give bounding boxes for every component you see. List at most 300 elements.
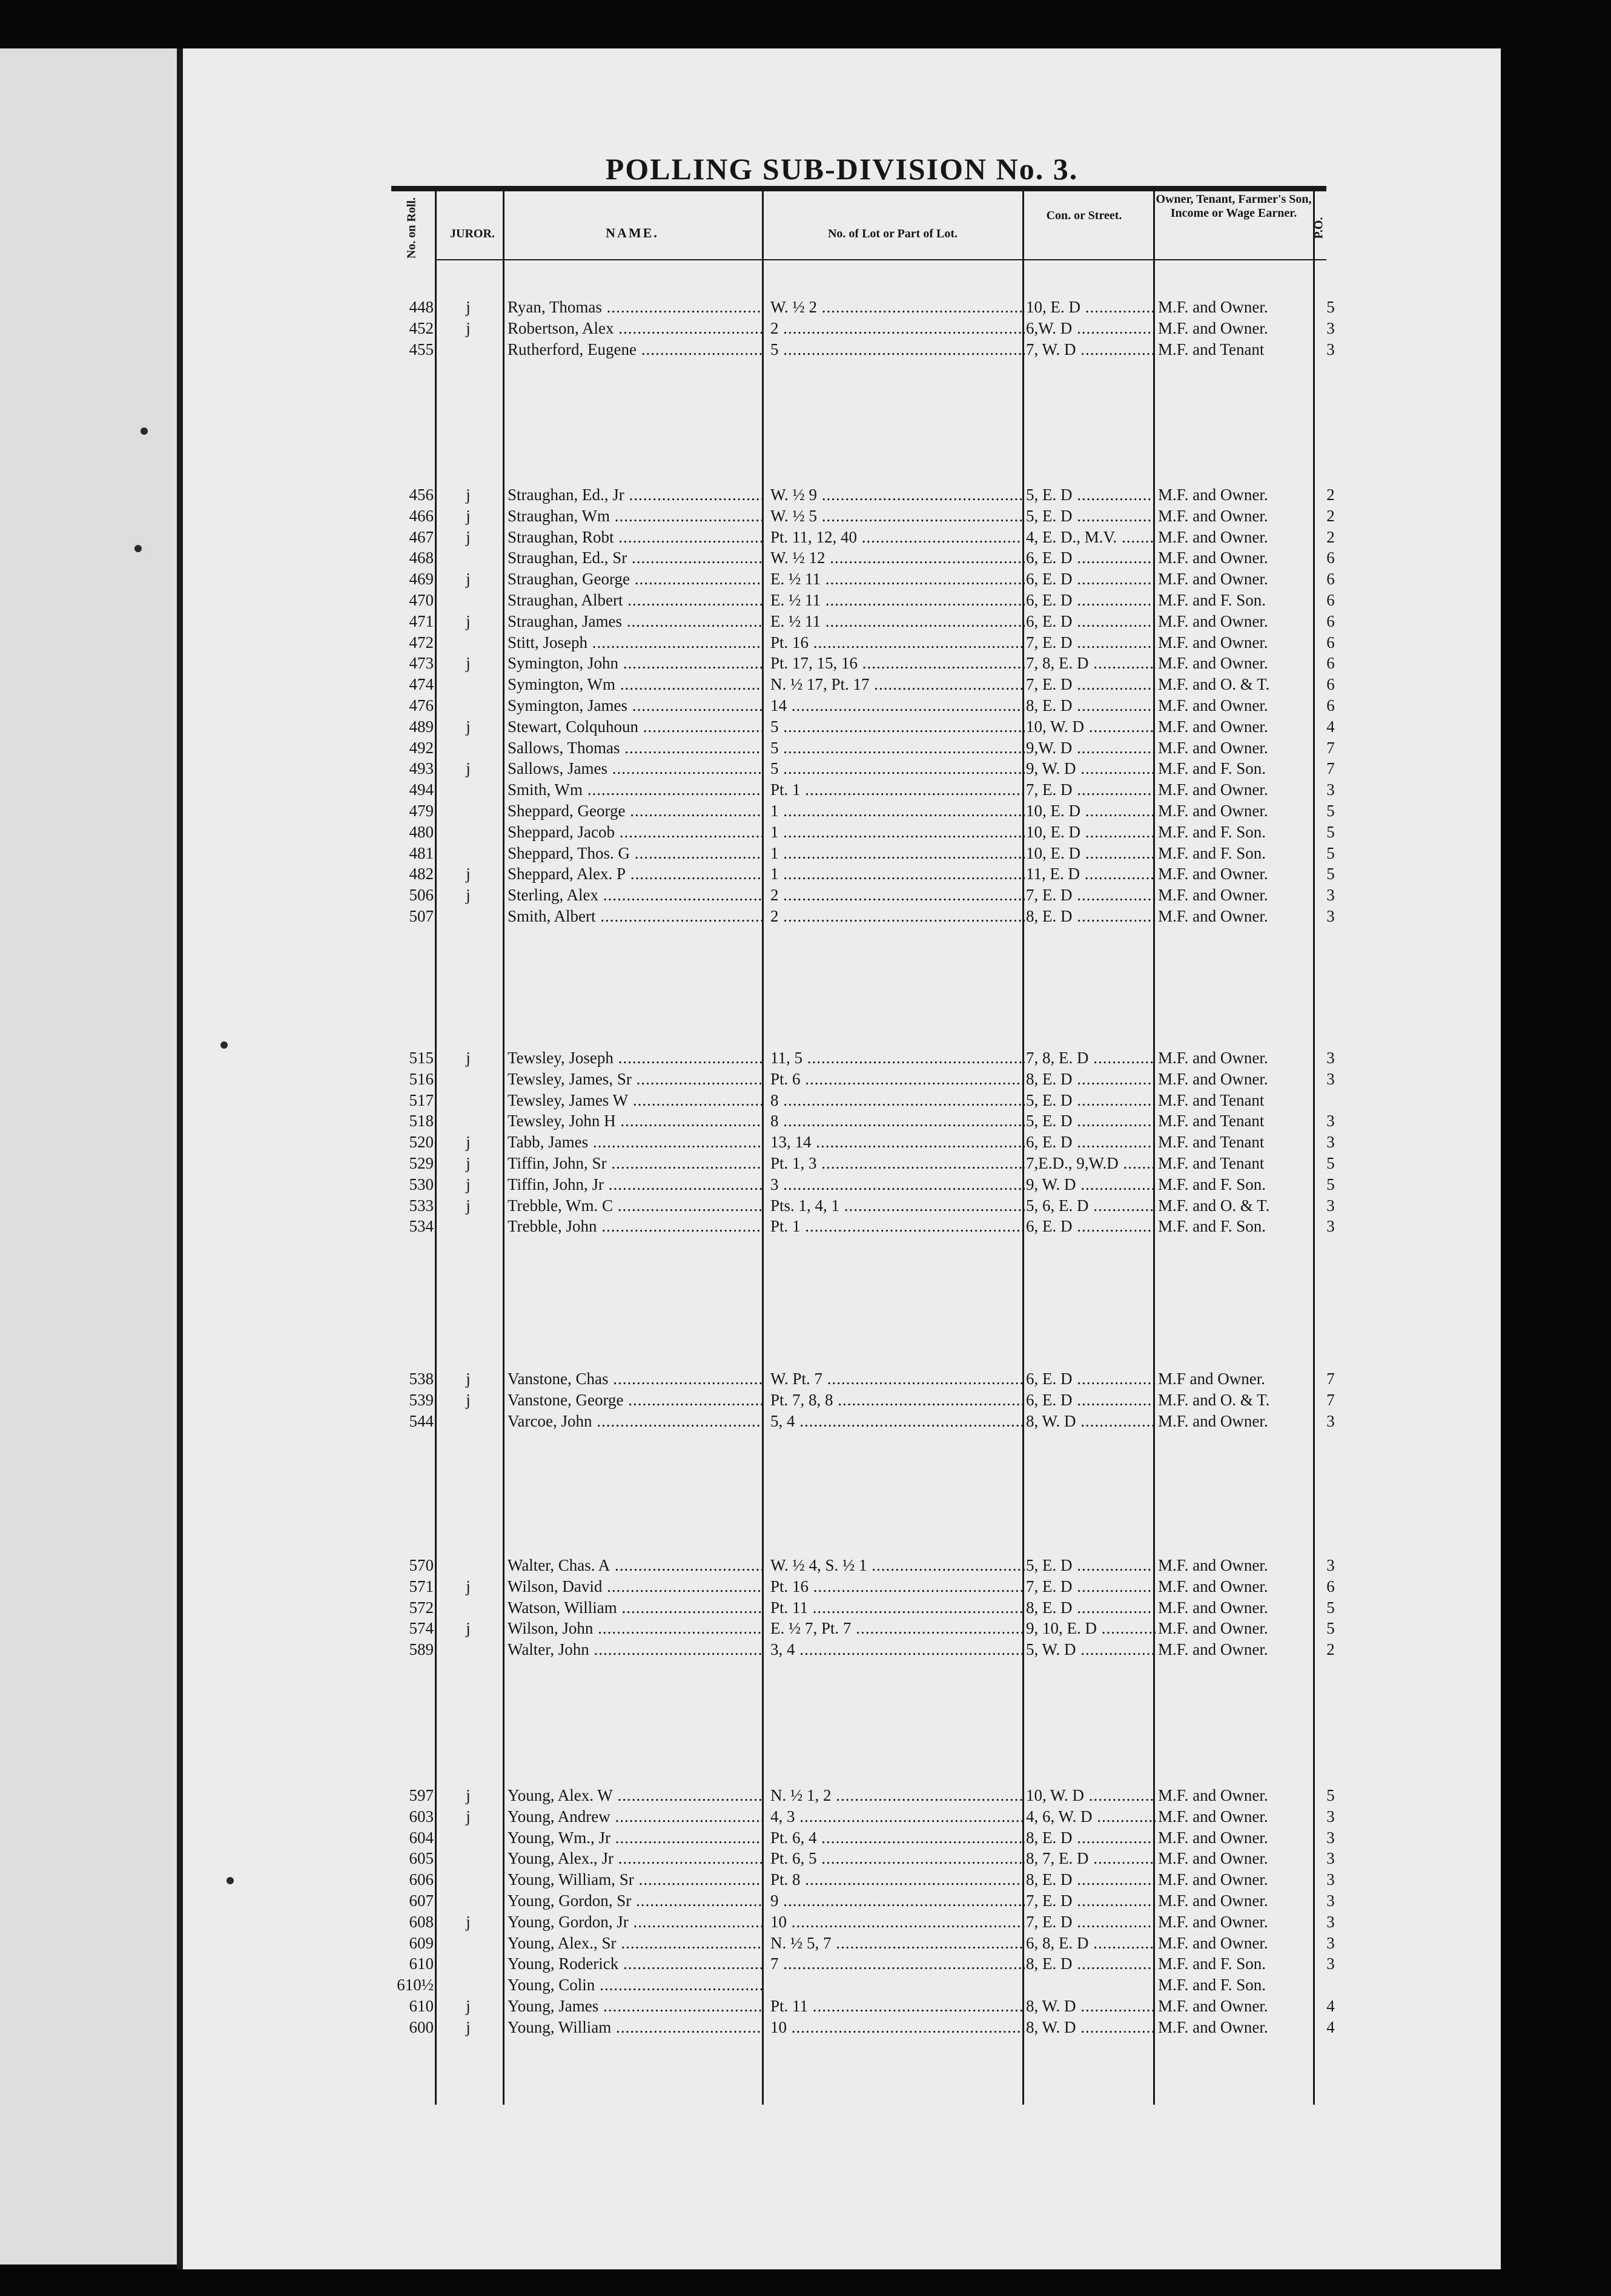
lot-number: 5, 4 .....	[770, 1411, 1025, 1432]
status: M.F. and Owner.	[1158, 1556, 1268, 1574]
table-row	[388, 822, 1357, 843]
status: M.F. and Owner.	[1158, 780, 1268, 799]
post-office: 2	[1326, 1640, 1335, 1659]
table-row	[388, 1576, 1357, 1597]
status: M.F and Owner.	[1158, 1370, 1265, 1388]
table-row	[388, 1953, 1357, 1974]
lot-number: Pt. 1 .....	[770, 1216, 1025, 1237]
post-office: 3	[1326, 1411, 1335, 1430]
table-row	[388, 1827, 1357, 1849]
lot-number: N. ½ 1, 2 .....	[770, 1785, 1025, 1806]
lot-number: Pt. 16 .....	[770, 632, 1025, 653]
juror-mark: j	[466, 1390, 471, 1409]
lot-number: 10 .....	[770, 2017, 1025, 2038]
juror-mark: j	[466, 759, 471, 778]
table-row	[388, 1390, 1357, 1411]
voter-name: Tiffin, John, Sr .....	[508, 1153, 762, 1174]
roll-number: 471	[409, 612, 434, 630]
voter-name: Straughan, Albert .....	[508, 590, 762, 611]
lot-number: 1 .....	[770, 822, 1025, 843]
status: M.F. and Owner.	[1158, 886, 1268, 905]
post-office: 3	[1326, 1196, 1335, 1215]
roll-number: 517	[409, 1090, 434, 1109]
roll-number: 480	[409, 822, 434, 841]
status: M.F. and Owner.	[1158, 1807, 1268, 1826]
status: M.F. and Owner.	[1158, 612, 1268, 630]
page-title: POLLING SUB-DIVISION No. 3.	[605, 152, 1079, 186]
table-row	[388, 1216, 1357, 1237]
juror-mark: j	[466, 298, 471, 316]
voter-name: Sterling, Alex .....	[508, 885, 762, 906]
post-office: 3	[1326, 1955, 1335, 1973]
table-row	[388, 547, 1357, 569]
post-office: 3	[1326, 1217, 1335, 1236]
status: M.F. and Owner.	[1158, 696, 1268, 714]
table-row	[388, 318, 1357, 339]
roll-number: 609	[409, 1933, 434, 1952]
table-row	[388, 885, 1357, 906]
juror-mark: j	[466, 2017, 471, 2036]
lot-number: Pt. 17, 15, 16 .....	[770, 653, 1025, 674]
concession: 6, E. D .....	[1026, 547, 1156, 569]
post-office: 6	[1326, 633, 1335, 652]
concession: 10, E. D .....	[1026, 843, 1156, 864]
roll-number: 544	[409, 1411, 434, 1430]
post-office: 6	[1326, 675, 1335, 694]
voter-name: Wilson, John .....	[508, 1618, 762, 1639]
post-office: 5	[1326, 1175, 1335, 1193]
concession: 8, E. D .....	[1026, 1069, 1156, 1090]
concession: 8, E. D .....	[1026, 1953, 1156, 1974]
roll-number: 574	[409, 1619, 434, 1638]
voter-name: Young, Roderick .....	[508, 1953, 762, 1974]
lot-number: 5 .....	[770, 737, 1025, 759]
status: M.F. and Owner.	[1158, 654, 1268, 673]
post-office: 6	[1326, 654, 1335, 673]
lot-number: 14 .....	[770, 695, 1025, 716]
lot-number: 2 .....	[770, 885, 1025, 906]
status: M.F. and Owner.	[1158, 1411, 1268, 1430]
roll-number: 518	[409, 1112, 434, 1130]
status: M.F. and F. Son.	[1158, 822, 1266, 841]
table-row	[388, 674, 1357, 695]
voter-name: Straughan, James .....	[508, 611, 762, 632]
post-office: 3	[1326, 1069, 1335, 1088]
status: M.F. and Tenant	[1158, 1090, 1265, 1109]
concession: 8, E. D .....	[1026, 906, 1156, 927]
table-row	[388, 506, 1357, 527]
roll-number: 469	[409, 570, 434, 589]
table-row	[388, 1368, 1357, 1390]
status: M.F. and Owner.	[1158, 318, 1268, 337]
juror-mark: j	[466, 865, 471, 883]
concession: 6, E. D .....	[1026, 1132, 1156, 1153]
voter-name: Trebble, Wm. C .....	[508, 1195, 762, 1216]
roll-number: 472	[409, 633, 434, 652]
roll-number: 608	[409, 1912, 434, 1931]
concession: 7, E. D .....	[1026, 632, 1156, 653]
table-row	[388, 297, 1357, 318]
concession: 6,W. D .....	[1026, 318, 1156, 339]
lot-number: 11, 5 .....	[770, 1047, 1025, 1069]
concession: 10, W. D .....	[1026, 716, 1156, 737]
lot-number: 5 .....	[770, 716, 1025, 737]
voter-name: Young, Gordon, Sr .....	[508, 1890, 762, 1912]
concession: 7, W. D .....	[1026, 339, 1156, 360]
voter-name: Young, William .....	[508, 2017, 762, 2038]
table-row	[388, 1069, 1357, 1090]
concession: 7, E. D .....	[1026, 1890, 1156, 1912]
left-page-edge	[0, 48, 177, 2265]
concession: 11, E. D .....	[1026, 863, 1156, 885]
juror-mark: j	[466, 1912, 471, 1931]
concession: 10, E. D .....	[1026, 822, 1156, 843]
juror-mark: j	[466, 1807, 471, 1826]
voter-name: Tabb, James .....	[508, 1132, 762, 1153]
concession: 8, E. D .....	[1026, 695, 1156, 716]
concession: 5, E. D .....	[1026, 1555, 1156, 1576]
concession: 7,E.D., 9,W.D .....	[1026, 1153, 1156, 1174]
concession: 6, E. D .....	[1026, 1368, 1156, 1390]
post-office: 3	[1326, 780, 1335, 799]
table-row	[388, 1174, 1357, 1195]
roll-number: 600	[409, 2017, 434, 2036]
header-bottom-rule	[436, 259, 1326, 260]
juror-mark: j	[466, 654, 471, 673]
table-row	[388, 1933, 1357, 1954]
post-office: 3	[1326, 1049, 1335, 1067]
roll-number: 466	[409, 506, 434, 525]
voter-name: Sheppard, Alex. P .....	[508, 863, 762, 885]
roll-number: 520	[409, 1133, 434, 1152]
juror-mark: j	[466, 1997, 471, 2015]
post-office: 6	[1326, 549, 1335, 567]
status: M.F. and Owner.	[1158, 1619, 1268, 1638]
header-owner: Owner, Tenant, Farmer's Son, Income or Wage Earner.	[1156, 193, 1312, 220]
concession: 8, 7, E. D .....	[1026, 1848, 1156, 1869]
lot-number: Pt. 7, 8, 8 .....	[770, 1390, 1025, 1411]
post-office: 3	[1326, 1849, 1335, 1868]
post-office: 3	[1326, 1892, 1335, 1910]
roll-number: 516	[409, 1069, 434, 1088]
table-row	[388, 1785, 1357, 1806]
post-office: 2	[1326, 506, 1335, 525]
voter-name: Stitt, Joseph .....	[508, 632, 762, 653]
table-row	[388, 632, 1357, 653]
post-office: 3	[1326, 1112, 1335, 1130]
voter-name: Wilson, David .....	[508, 1576, 762, 1597]
voter-name: Stewart, Colquhoun .....	[508, 716, 762, 737]
post-office: 3	[1326, 1933, 1335, 1952]
header-con: Con. or Street.	[1046, 209, 1122, 222]
status: M.F. and Owner.	[1158, 1933, 1268, 1952]
table-row	[388, 653, 1357, 674]
roll-number: 476	[409, 696, 434, 714]
voter-name: Straughan, Wm .....	[508, 506, 762, 527]
roll-number: 529	[409, 1154, 434, 1172]
lot-number: 8 .....	[770, 1090, 1025, 1111]
concession: 7, E. D .....	[1026, 1576, 1156, 1597]
post-office: 7	[1326, 1370, 1335, 1388]
roll-number: 448	[409, 298, 434, 316]
lot-number: Pt. 11 .....	[770, 1597, 1025, 1618]
status: M.F. and F. Son.	[1158, 591, 1266, 609]
voter-name: Smith, Albert .....	[508, 906, 762, 927]
lot-number: W. ½ 4, S. ½ 1 .....	[770, 1555, 1025, 1576]
voter-name: Tewsley, James W .....	[508, 1090, 762, 1111]
table-row	[388, 1132, 1357, 1153]
table-row	[388, 1618, 1357, 1639]
concession: 6, E. D .....	[1026, 1216, 1156, 1237]
post-office: 5	[1326, 1598, 1335, 1617]
table-row	[388, 863, 1357, 885]
post-office: 4	[1326, 1997, 1335, 2015]
post-office: 3	[1326, 907, 1335, 925]
roll-number: 610	[409, 1955, 434, 1973]
lot-number: 13, 14 .....	[770, 1132, 1025, 1153]
roll-number: 493	[409, 759, 434, 778]
table-row	[388, 2017, 1357, 2038]
table-row	[388, 339, 1357, 360]
lot-number: 4, 3 .....	[770, 1806, 1025, 1827]
lot-number: E. ½ 11 .....	[770, 569, 1025, 590]
juror-mark: j	[466, 1133, 471, 1152]
voter-name: Sallows, James .....	[508, 758, 762, 779]
roll-number: 534	[409, 1217, 434, 1236]
status: M.F. and Owner.	[1158, 527, 1268, 546]
roll-number: 533	[409, 1196, 434, 1215]
juror-mark: j	[466, 1049, 471, 1067]
status: M.F. and Owner.	[1158, 2017, 1268, 2036]
concession: 8, E. D .....	[1026, 1869, 1156, 1890]
roll-number: 482	[409, 865, 434, 883]
lot-number: 2 .....	[770, 906, 1025, 927]
juror-mark: j	[466, 486, 471, 504]
lot-number: Pts. 1, 4, 1 .....	[770, 1195, 1025, 1216]
juror-mark: j	[466, 318, 471, 337]
post-office: 6	[1326, 612, 1335, 630]
punch-hole-mark	[141, 427, 148, 435]
voter-name: Vanstone, George .....	[508, 1390, 762, 1411]
concession: 5, 6, E. D .....	[1026, 1195, 1156, 1216]
voter-name: Young, Andrew .....	[508, 1806, 762, 1827]
lot-number: Pt. 11 .....	[770, 1996, 1025, 2017]
roll-number: 506	[409, 886, 434, 905]
lot-number: 7 .....	[770, 1953, 1025, 1974]
status: M.F. and Owner.	[1158, 717, 1268, 736]
status: M.F. and Owner.	[1158, 1786, 1268, 1804]
roll-number: 604	[409, 1828, 434, 1847]
roll-number: 539	[409, 1390, 434, 1409]
lot-number: 5 .....	[770, 339, 1025, 360]
roll-number: 452	[409, 318, 434, 337]
status: M.F. and Owner.	[1158, 298, 1268, 316]
post-office: 3	[1326, 886, 1335, 905]
post-office: 4	[1326, 717, 1335, 736]
roll-number: 603	[409, 1807, 434, 1826]
voter-name: Tewsley, Joseph .....	[508, 1047, 762, 1069]
table-row	[388, 1411, 1357, 1432]
voter-name: Young, Alex., Jr .....	[508, 1848, 762, 1869]
status: M.F. and Tenant	[1158, 1154, 1265, 1172]
table-row	[388, 1806, 1357, 1827]
voter-name: Walter, John .....	[508, 1639, 762, 1660]
status: M.F. and Owner.	[1158, 506, 1268, 525]
post-office: 2	[1326, 486, 1335, 504]
table-row	[388, 1974, 1357, 1996]
table-row	[388, 1153, 1357, 1174]
post-office: 3	[1326, 1807, 1335, 1826]
lot-number: W. ½ 5 .....	[770, 506, 1025, 527]
lot-number: Pt. 11, 12, 40 .....	[770, 527, 1025, 548]
voter-name: Symington, John .....	[508, 653, 762, 674]
voter-name: Tewsley, James, Sr .....	[508, 1069, 762, 1090]
roll-number: 605	[409, 1849, 434, 1868]
lot-number: E. ½ 11 .....	[770, 611, 1025, 632]
post-office: 6	[1326, 1577, 1335, 1595]
table-row	[388, 1639, 1357, 1660]
status: M.F. and Owner.	[1158, 802, 1268, 820]
lot-number: E. ½ 7, Pt. 7 .....	[770, 1618, 1025, 1639]
status: M.F. and Tenant	[1158, 340, 1265, 358]
table-row	[388, 1597, 1357, 1618]
status: M.F. and F. Son.	[1158, 1976, 1266, 1994]
post-office: 3	[1326, 1556, 1335, 1574]
lot-number: N. ½ 17, Pt. 17 .....	[770, 674, 1025, 695]
concession: 7, 8, E. D .....	[1026, 653, 1156, 674]
lot-number: 2 .....	[770, 318, 1025, 339]
juror-mark: j	[466, 1196, 471, 1215]
table-row	[388, 779, 1357, 800]
concession: 6, E. D .....	[1026, 611, 1156, 632]
status: M.F. and Owner.	[1158, 1828, 1268, 1847]
table-row	[388, 1890, 1357, 1912]
voter-name: Robertson, Alex .....	[508, 318, 762, 339]
juror-mark: j	[466, 886, 471, 905]
lot-number: Pt. 1, 3 .....	[770, 1153, 1025, 1174]
table-row	[388, 611, 1357, 632]
voter-name: Young, William, Sr .....	[508, 1869, 762, 1890]
post-office: 7	[1326, 1390, 1335, 1409]
status: M.F. and Owner.	[1158, 1912, 1268, 1931]
punch-hole-mark	[220, 1041, 228, 1049]
status: M.F. and F. Son.	[1158, 843, 1266, 862]
lot-number: Pt. 6, 5 .....	[770, 1848, 1025, 1869]
table-row	[388, 569, 1357, 590]
table-row	[388, 1195, 1357, 1216]
roll-number: 571	[409, 1577, 434, 1595]
voter-name: Young, Colin .....	[508, 1974, 762, 1996]
juror-mark: j	[466, 1577, 471, 1595]
lot-number: W. ½ 12 .....	[770, 547, 1025, 569]
status: M.F. and F. Son.	[1158, 1175, 1266, 1193]
post-office: 5	[1326, 865, 1335, 883]
juror-mark: j	[466, 506, 471, 525]
lot-number: 1 .....	[770, 863, 1025, 885]
lot-number: W. ½ 2 .....	[770, 297, 1025, 318]
header-po: P.O.	[1312, 217, 1326, 239]
concession: 7, E. D .....	[1026, 885, 1156, 906]
concession: 6, E. D .....	[1026, 590, 1156, 611]
roll-number: 456	[409, 486, 434, 504]
voter-name: Young, Gordon, Jr .....	[508, 1912, 762, 1933]
post-office: 2	[1326, 527, 1335, 546]
status: M.F. and O. & T.	[1158, 1196, 1270, 1215]
voter-name: Young, Alex. W .....	[508, 1785, 762, 1806]
post-office: 3	[1326, 318, 1335, 337]
table-row	[388, 1912, 1357, 1933]
status: M.F. and Owner.	[1158, 1870, 1268, 1889]
concession: 9, W. D .....	[1026, 1174, 1156, 1195]
voter-name: Varcoe, John .....	[508, 1411, 762, 1432]
lot-number: 1 .....	[770, 843, 1025, 864]
concession: 8, W. D .....	[1026, 2017, 1156, 2038]
table-row	[388, 1848, 1357, 1869]
concession: 5, W. D .....	[1026, 1639, 1156, 1660]
concession: 7, E. D .....	[1026, 1912, 1156, 1933]
lot-number: W. Pt. 7 .....	[770, 1368, 1025, 1390]
lot-number: 10 .....	[770, 1912, 1025, 1933]
post-office: 5	[1326, 843, 1335, 862]
status: M.F. and Owner.	[1158, 1049, 1268, 1067]
lot-number: 8 .....	[770, 1110, 1025, 1132]
juror-mark: j	[466, 1175, 471, 1193]
lot-number: N. ½ 5, 7 .....	[770, 1933, 1025, 1954]
concession: 4, 6, W. D .....	[1026, 1806, 1156, 1827]
juror-mark: j	[466, 527, 471, 546]
lot-number: Pt. 1 .....	[770, 779, 1025, 800]
status: M.F. and Owner.	[1158, 1598, 1268, 1617]
voter-name: Symington, Wm .....	[508, 674, 762, 695]
concession: 8, E. D .....	[1026, 1827, 1156, 1849]
post-office: 3	[1326, 1870, 1335, 1889]
roll-number: 589	[409, 1640, 434, 1659]
juror-mark: j	[466, 612, 471, 630]
roll-number: 455	[409, 340, 434, 358]
roll-number: 467	[409, 527, 434, 546]
concession: 6, E. D .....	[1026, 569, 1156, 590]
header-lot: No. of Lot or Part of Lot.	[827, 227, 958, 240]
concession: 8, E. D .....	[1026, 1597, 1156, 1618]
voter-name: Young, Alex., Sr .....	[508, 1933, 762, 1954]
header-juror: JUROR.	[450, 227, 495, 240]
roll-number: 489	[409, 717, 434, 736]
lot-number: E. ½ 11 .....	[770, 590, 1025, 611]
voter-name: Tiffin, John, Jr .....	[508, 1174, 762, 1195]
status: M.F. and Owner.	[1158, 1849, 1268, 1868]
status: M.F. and Tenant	[1158, 1133, 1265, 1152]
concession: 6, E. D .....	[1026, 1390, 1156, 1411]
status: M.F. and F. Son.	[1158, 759, 1266, 778]
status: M.F. and Owner.	[1158, 549, 1268, 567]
post-office: 3	[1326, 1133, 1335, 1152]
voter-name: Straughan, Robt .....	[508, 527, 762, 548]
voter-name: Vanstone, Chas .....	[508, 1368, 762, 1390]
roll-number: 515	[409, 1049, 434, 1067]
juror-mark: j	[466, 1786, 471, 1804]
voter-name: Rutherford, Eugene .....	[508, 339, 762, 360]
voter-name: Sheppard, George .....	[508, 800, 762, 822]
status: M.F. and Owner.	[1158, 486, 1268, 504]
post-office: 7	[1326, 759, 1335, 778]
juror-mark: j	[466, 1154, 471, 1172]
status: M.F. and Owner.	[1158, 1577, 1268, 1595]
status: M.F. and O. & T.	[1158, 1390, 1270, 1409]
concession: 9, 10, E. D .....	[1026, 1618, 1156, 1639]
table-row	[388, 716, 1357, 737]
concession: 7, 8, E. D .....	[1026, 1047, 1156, 1069]
voter-name: Sheppard, Thos. G .....	[508, 843, 762, 864]
